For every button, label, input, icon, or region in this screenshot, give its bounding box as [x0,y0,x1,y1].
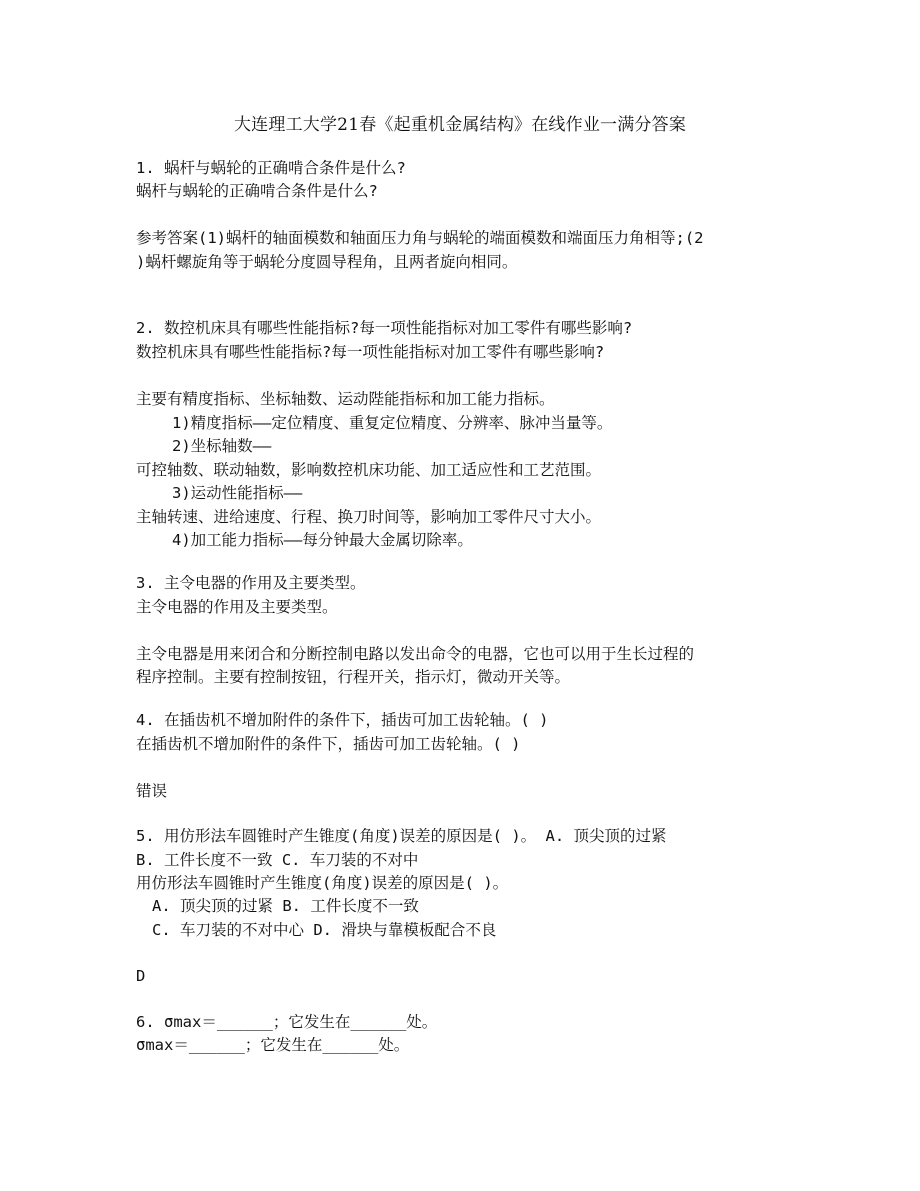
q4-heading: 4. 在插齿机不增加附件的条件下，插齿可加工齿轮轴。( ) [136,711,549,729]
q2-heading: 2. 数控机床具有哪些性能指标?每一项性能指标对加工零件有哪些影响? [136,319,633,337]
q2-answer-line: 4)加工能力指标——每分钟最大金属切除率。 [172,531,473,549]
q2-answer-line: 主轴转速、进给速度、行程、换刀时间等，影响加工零件尺寸大小。 [136,508,602,526]
q2-question: 数控机床具有哪些性能指标?每一项性能指标对加工零件有哪些影响? [136,343,605,361]
q5-options-line1: A. 顶尖顶的过紧 B. 工件长度不一致 [152,897,419,915]
q5-heading-line1: 5. 用仿形法车圆锥时产生锥度(角度)误差的原因是( )。 A. 顶尖顶的过紧 [136,827,667,845]
q2-answer-line: 1)精度指标——定位精度、重复定位精度、分辨率、脉冲当量等。 [172,414,613,432]
q5-question: 用仿形法车圆锥时产生锥度(角度)误差的原因是( )。 [136,874,509,892]
q3-heading: 3. 主令电器的作用及主要类型。 [136,574,366,592]
q4-answer: 错误 [136,782,168,800]
q1-answer-line1: 参考答案(1)蜗杆的轴面模数和轴面压力角与蜗轮的端面模数和端面压力角相等;(2 [136,229,704,247]
q3-question: 主令电器的作用及主要类型。 [136,598,338,616]
q1-answer-line2: )蜗杆螺旋角等于蜗轮分度圆导程角，且两者旋向相同。 [136,253,518,271]
q2-answer-line: 3)运动性能指标—— [172,484,303,502]
q5-heading-line2: B. 工件长度不一致 C. 车刀装的不对中 [136,851,419,869]
q1-heading: 1. 蜗杆与蜗轮的正确啃合条件是什么? [136,159,406,177]
q2-answer-line: 2)坐标轴数—— [172,437,272,455]
q2-answer-line: 主要有精度指标、坐标轴数、运动陛能指标和加工能力指标。 [136,390,555,408]
q3-answer-line2: 程序控制。主要有控制按钮，行程开关，指示灯，微动开关等。 [136,668,571,686]
q4-question: 在插齿机不增加附件的条件下，插齿可加工齿轮轴。( ) [136,735,521,753]
document-title: 大连理工大学21春《起重机金属结构》在线作业一满分答案 [233,115,687,135]
q2-answer-line: 可控轴数、联动轴数，影响数控机床功能、加工适应性和工艺范围。 [136,461,602,479]
q6-question: σmax＝______；它发生在______处。 [136,1036,410,1054]
q5-options-line2: C. 车刀装的不对中心 D. 滑块与靠模板配合不良 [152,921,497,939]
q6-heading: 6. σmax＝______；它发生在______处。 [136,1013,438,1031]
q1-question: 蜗杆与蜗轮的正确啃合条件是什么? [136,182,378,200]
q3-answer-line1: 主令电器是用来闭合和分断控制电路以发出命令的电器，它也可以用于生长过程的 [136,645,695,663]
q5-answer: D [136,967,146,985]
